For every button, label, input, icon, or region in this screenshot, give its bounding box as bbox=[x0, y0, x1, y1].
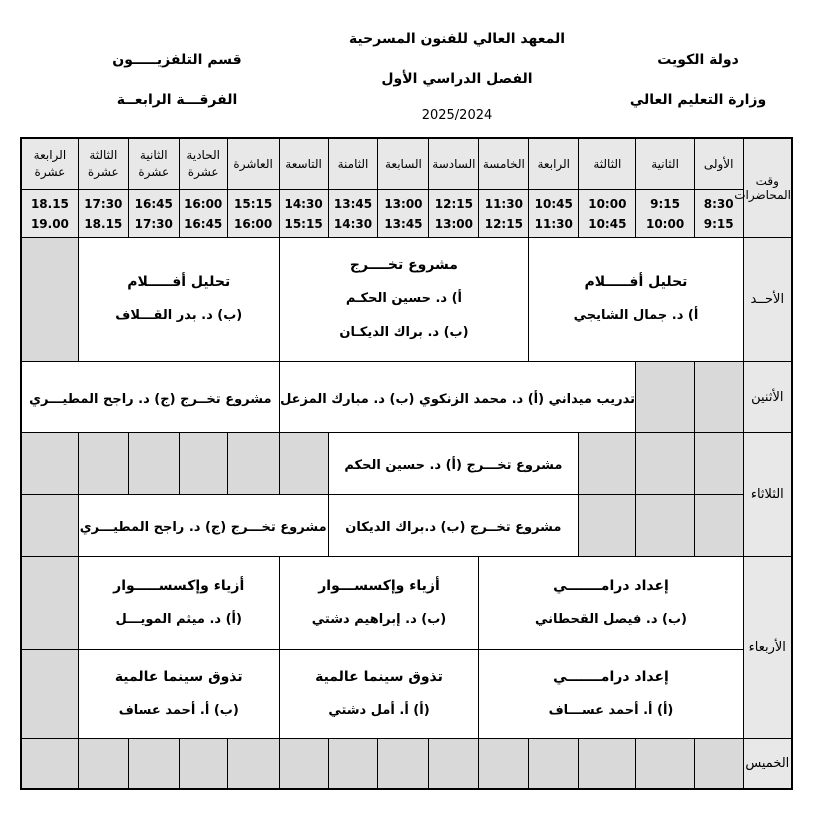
empty-slot bbox=[328, 739, 378, 789]
empty-slot bbox=[636, 739, 694, 789]
period-10-time: 15:15 16:00 bbox=[227, 190, 279, 237]
tuesday-class-3: مشروع تخـــرج (ج) د. راجح المطيـــري bbox=[78, 494, 328, 556]
empty-slot bbox=[636, 494, 694, 556]
period-13-name: الثالثة عشرة bbox=[78, 138, 128, 190]
period-11-time: 16:00 16:45 bbox=[179, 190, 227, 237]
period-8-name: الثامنة bbox=[328, 138, 378, 190]
period-11-name: الحادية عشرة bbox=[179, 138, 227, 190]
monday-row bbox=[21, 361, 792, 433]
empty-slot bbox=[279, 433, 328, 495]
tuesday-class-2: مشروع تخــرج (ب) د.براك الديكان bbox=[328, 494, 579, 556]
empty-slot bbox=[694, 739, 743, 789]
period-9-time: 14:30 15:15 bbox=[279, 190, 328, 237]
day-monday: الأثنين bbox=[743, 361, 792, 433]
period-4-name: الرابعة bbox=[529, 138, 579, 190]
empty-slot bbox=[636, 433, 694, 495]
wednesday-class-1: إعداد درامـــــــي (ب) د. فيصل القحطاني bbox=[479, 556, 743, 650]
academic-year: 2025/2024 bbox=[421, 108, 493, 123]
empty-slot bbox=[78, 739, 128, 789]
level-name: الفرقـــة الرابعــة bbox=[116, 92, 238, 108]
period-5-time: 11:30 12:15 bbox=[479, 190, 529, 237]
empty-slot bbox=[21, 650, 78, 739]
empty-slot bbox=[279, 739, 328, 789]
period-12-name: الثانية عشرة bbox=[128, 138, 179, 190]
empty-slot bbox=[21, 433, 78, 495]
wednesday-class-5: تذوق سينما عالمية (أ) أ. أمل دشتي bbox=[279, 650, 479, 739]
wednesday-class-6: تذوق سينما عالمية (ب) أ. أحمد عساف bbox=[78, 650, 279, 739]
period-14-name: الرابعة عشرة bbox=[21, 138, 78, 190]
empty-slot bbox=[179, 739, 227, 789]
period-3-name: الثالثة bbox=[579, 138, 636, 190]
empty-slot bbox=[694, 433, 743, 495]
sunday-class-1: تحليل أفـــــلام أ) د. جمال الشايجي bbox=[529, 237, 743, 361]
empty-slot bbox=[21, 739, 78, 789]
period-13-time: 17:30 18.15 bbox=[78, 190, 128, 237]
wednesday-class-3: أزياء وإكسســـــوار (أ) د. ميثم المويـــل bbox=[78, 556, 279, 650]
wednesday-class-2: أزياء وإكسســـوار (ب) د. إبراهيم دشتي bbox=[279, 556, 479, 650]
day-sunday: الأحــد bbox=[743, 237, 792, 361]
country-name: دولة الكويت bbox=[657, 52, 739, 68]
sunday-row bbox=[21, 237, 792, 361]
day-tuesday: الثلاثاء bbox=[743, 433, 792, 556]
monday-class-2: مشروع تخــرج (ج) د. راجح المطيـــري bbox=[21, 361, 279, 433]
thursday-row bbox=[21, 739, 792, 789]
sunday-class-2: مشروع تخــــرج أ) د. حسين الحكـم (ب) د. براك الديكـان bbox=[279, 237, 529, 361]
empty-slot bbox=[636, 361, 694, 433]
empty-slot bbox=[21, 494, 78, 556]
empty-slot bbox=[429, 739, 479, 789]
empty-slot bbox=[479, 739, 529, 789]
department-name: قسم التلفزيـــــون bbox=[112, 52, 242, 68]
empty-slot bbox=[128, 433, 179, 495]
period-9-name: التاسعة bbox=[279, 138, 328, 190]
empty-slot bbox=[21, 556, 78, 650]
empty-slot bbox=[378, 739, 429, 789]
wednesday-row-2 bbox=[21, 650, 792, 739]
period-6-time: 12:15 13:00 bbox=[429, 190, 479, 237]
empty-slot bbox=[227, 739, 279, 789]
empty-slot bbox=[179, 433, 227, 495]
semester-title: الفصل الدراسي الأول bbox=[381, 71, 533, 87]
period-2-name: الثانية bbox=[636, 138, 694, 190]
empty-slot bbox=[694, 494, 743, 556]
tuesday-class-1: مشروع تخـــرج (أ) د. حسين الحكم bbox=[328, 433, 579, 495]
wednesday-row-1 bbox=[21, 556, 792, 650]
tuesday-row-2 bbox=[21, 494, 792, 556]
period-10-name: العاشرة bbox=[227, 138, 279, 190]
wednesday-class-4: إعداد درامـــــــي (أ) أ. أحمد عســـاف bbox=[479, 650, 743, 739]
period-1-name: الأولى bbox=[694, 138, 743, 190]
day-wednesday: الأربعاء bbox=[743, 556, 792, 739]
empty-slot bbox=[579, 494, 636, 556]
period-times-row bbox=[21, 190, 792, 237]
period-5-name: الخامسة bbox=[479, 138, 529, 190]
schedule-table bbox=[20, 137, 793, 790]
monday-class-1: تدريب ميداني (أ) د. محمد الزنكوي (ب) د. مبارك المزعل bbox=[279, 361, 636, 433]
period-1-time: 8:30 9:15 bbox=[694, 190, 743, 237]
period-12-time: 16:45 17:30 bbox=[128, 190, 179, 237]
day-thursday: الخميس bbox=[743, 739, 792, 789]
empty-slot bbox=[21, 237, 78, 361]
period-names-row bbox=[21, 138, 792, 190]
empty-slot bbox=[579, 433, 636, 495]
period-3-time: 10:00 10:45 bbox=[579, 190, 636, 237]
period-6-name: السادسة bbox=[429, 138, 479, 190]
empty-slot bbox=[694, 361, 743, 433]
empty-slot bbox=[529, 739, 579, 789]
period-8-time: 13:45 14:30 bbox=[328, 190, 378, 237]
period-7-name: السابعة bbox=[378, 138, 429, 190]
empty-slot bbox=[227, 433, 279, 495]
tuesday-row-1 bbox=[21, 433, 792, 495]
period-4-time: 10:45 11:30 bbox=[529, 190, 579, 237]
period-2-time: 9:15 10:00 bbox=[636, 190, 694, 237]
empty-slot bbox=[78, 433, 128, 495]
ministry-name: وزارة التعليم العالي bbox=[629, 92, 767, 108]
empty-slot bbox=[579, 739, 636, 789]
period-7-time: 13:00 13:45 bbox=[378, 190, 429, 237]
empty-slot bbox=[128, 739, 179, 789]
institute-title: المعهد العالي للفنون المسرحية bbox=[348, 31, 566, 47]
period-14-time: 18.15 19.00 bbox=[21, 190, 78, 237]
time-column-header: وقت المحاضرات bbox=[743, 138, 792, 237]
sunday-class-3: تحليل أفـــــلام (ب) د. بدر القـــلاف bbox=[78, 237, 279, 361]
